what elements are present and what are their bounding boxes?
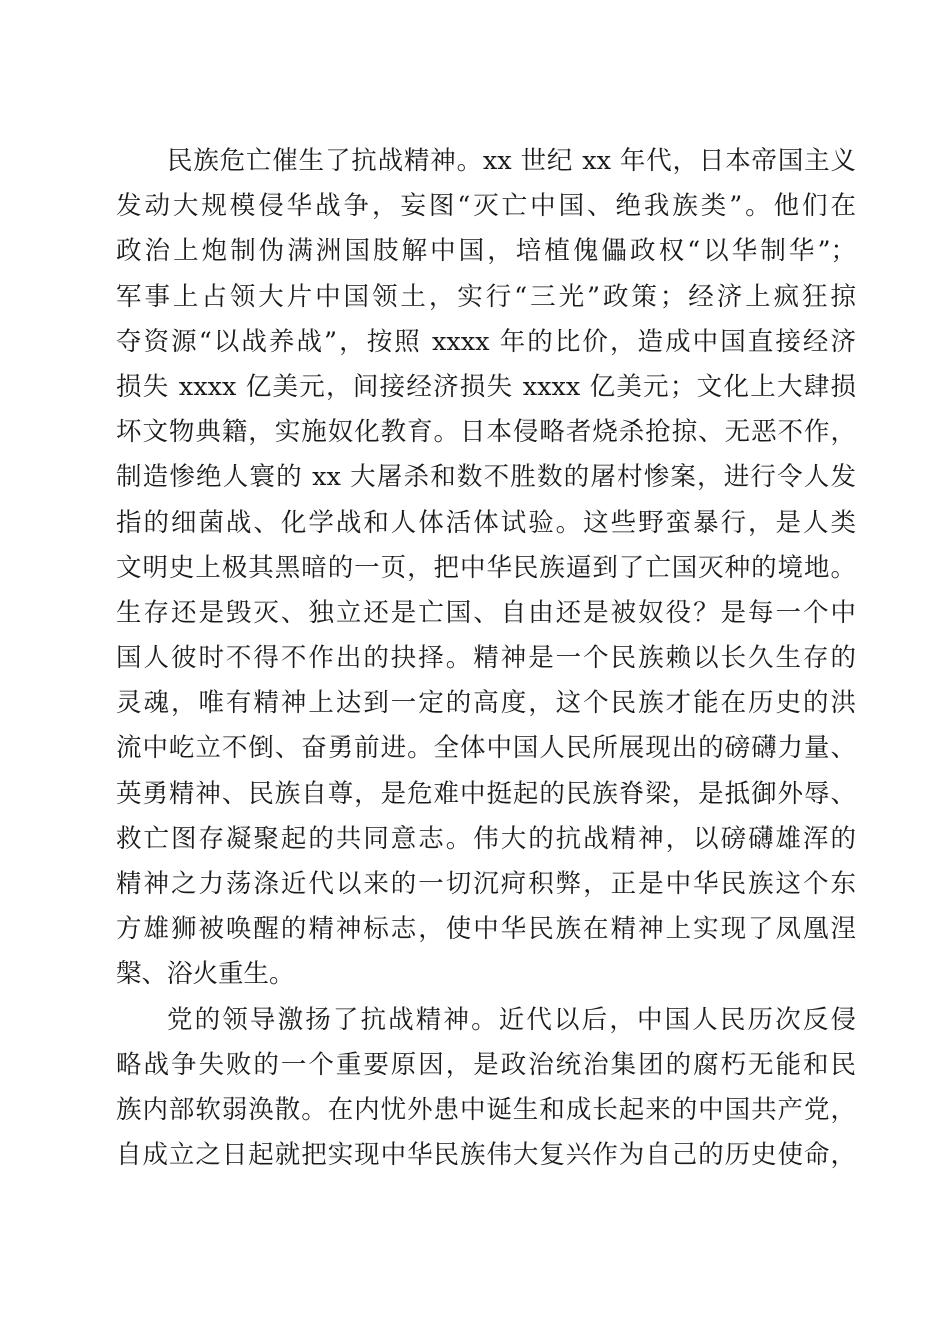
text-line: 槃、浴火重生。 [116,959,295,990]
body-text [116,139,856,1178]
text-line: 指的细菌战、化学战和人体活体试验。这些野蛮暴行，是人类 [116,507,856,538]
text-line: 流中屹立不倒、奋勇前进。全体中国人民所展现出的磅礴力量、 [116,733,856,764]
text-line: 损失 xxxx 亿美元，间接经济损失 xxxx 亿美元；文化上大肆损 [116,371,856,402]
text-line: 坏文物典籍，实施奴化教育。日本侵略者烧杀抢掠、无恶不作， [116,417,856,448]
text-line: 文明史上极其黑暗的一页，把中华民族逼到了亡国灭种的境地。 [116,552,856,583]
text-line: 灵魂，唯有精神上达到一定的高度，这个民族才能在历史的洪 [116,688,856,719]
text-line: 民族危亡催生了抗战精神。xx 世纪 xx 年代，日本帝国主义 [167,146,856,176]
text-line: 党的领导激扬了抗战精神。近代以后，中国人民历次反侵 [167,1004,856,1035]
text-line: 国人彼时不得不作出的抉择。精神是一个民族赖以长久生存的 [116,643,856,674]
text-line: 救亡图存凝聚起的共同意志。伟大的抗战精神，以磅礴雄浑的 [116,823,856,854]
text-line: 夺资源“以战养战”，按照 xxxx 年的比价，造成中国直接经济 [116,326,856,357]
text-line: 精神之力荡涤近代以来的一切沉疴积弊，正是中华民族这个东 [116,869,856,899]
text-line: 发动大规模侵华战争，妄图“灭亡中国、绝我族类”。他们在 [116,191,856,222]
text-line: 方雄狮被唤醒的精神标志，使中华民族在精神上实现了凤凰涅 [116,914,856,945]
text-line: 军事上占领大片中国领土，实行“三光”政策；经济上疯狂掠 [116,281,856,312]
paragraph-1 [116,139,856,998]
paragraph-2 [116,998,856,1179]
text-line: 自成立之日起就把实现中华民族伟大复兴作为自己的历史使命， [116,1140,856,1171]
text-line: 政治上炮制伪满洲国肢解中国，培植傀儡政权“以华制华”； [116,236,856,267]
text-line: 生存还是毁灭、独立还是亡国、自由还是被奴役？是每一个中 [116,597,856,628]
text-line: 英勇精神、民族自尊，是危难中挺起的民族脊梁，是抵御外辱、 [116,778,856,809]
text-line: 略战争失败的一个重要原因，是政治统治集团的腐朽无能和民 [116,1049,856,1080]
text-line: 族内部软弱涣散。在内忧外患中诞生和成长起来的中国共产党， [116,1094,856,1125]
text-line: 制造惨绝人寰的 xx 大屠杀和数不胜数的屠村惨案，进行令人发 [116,462,856,493]
